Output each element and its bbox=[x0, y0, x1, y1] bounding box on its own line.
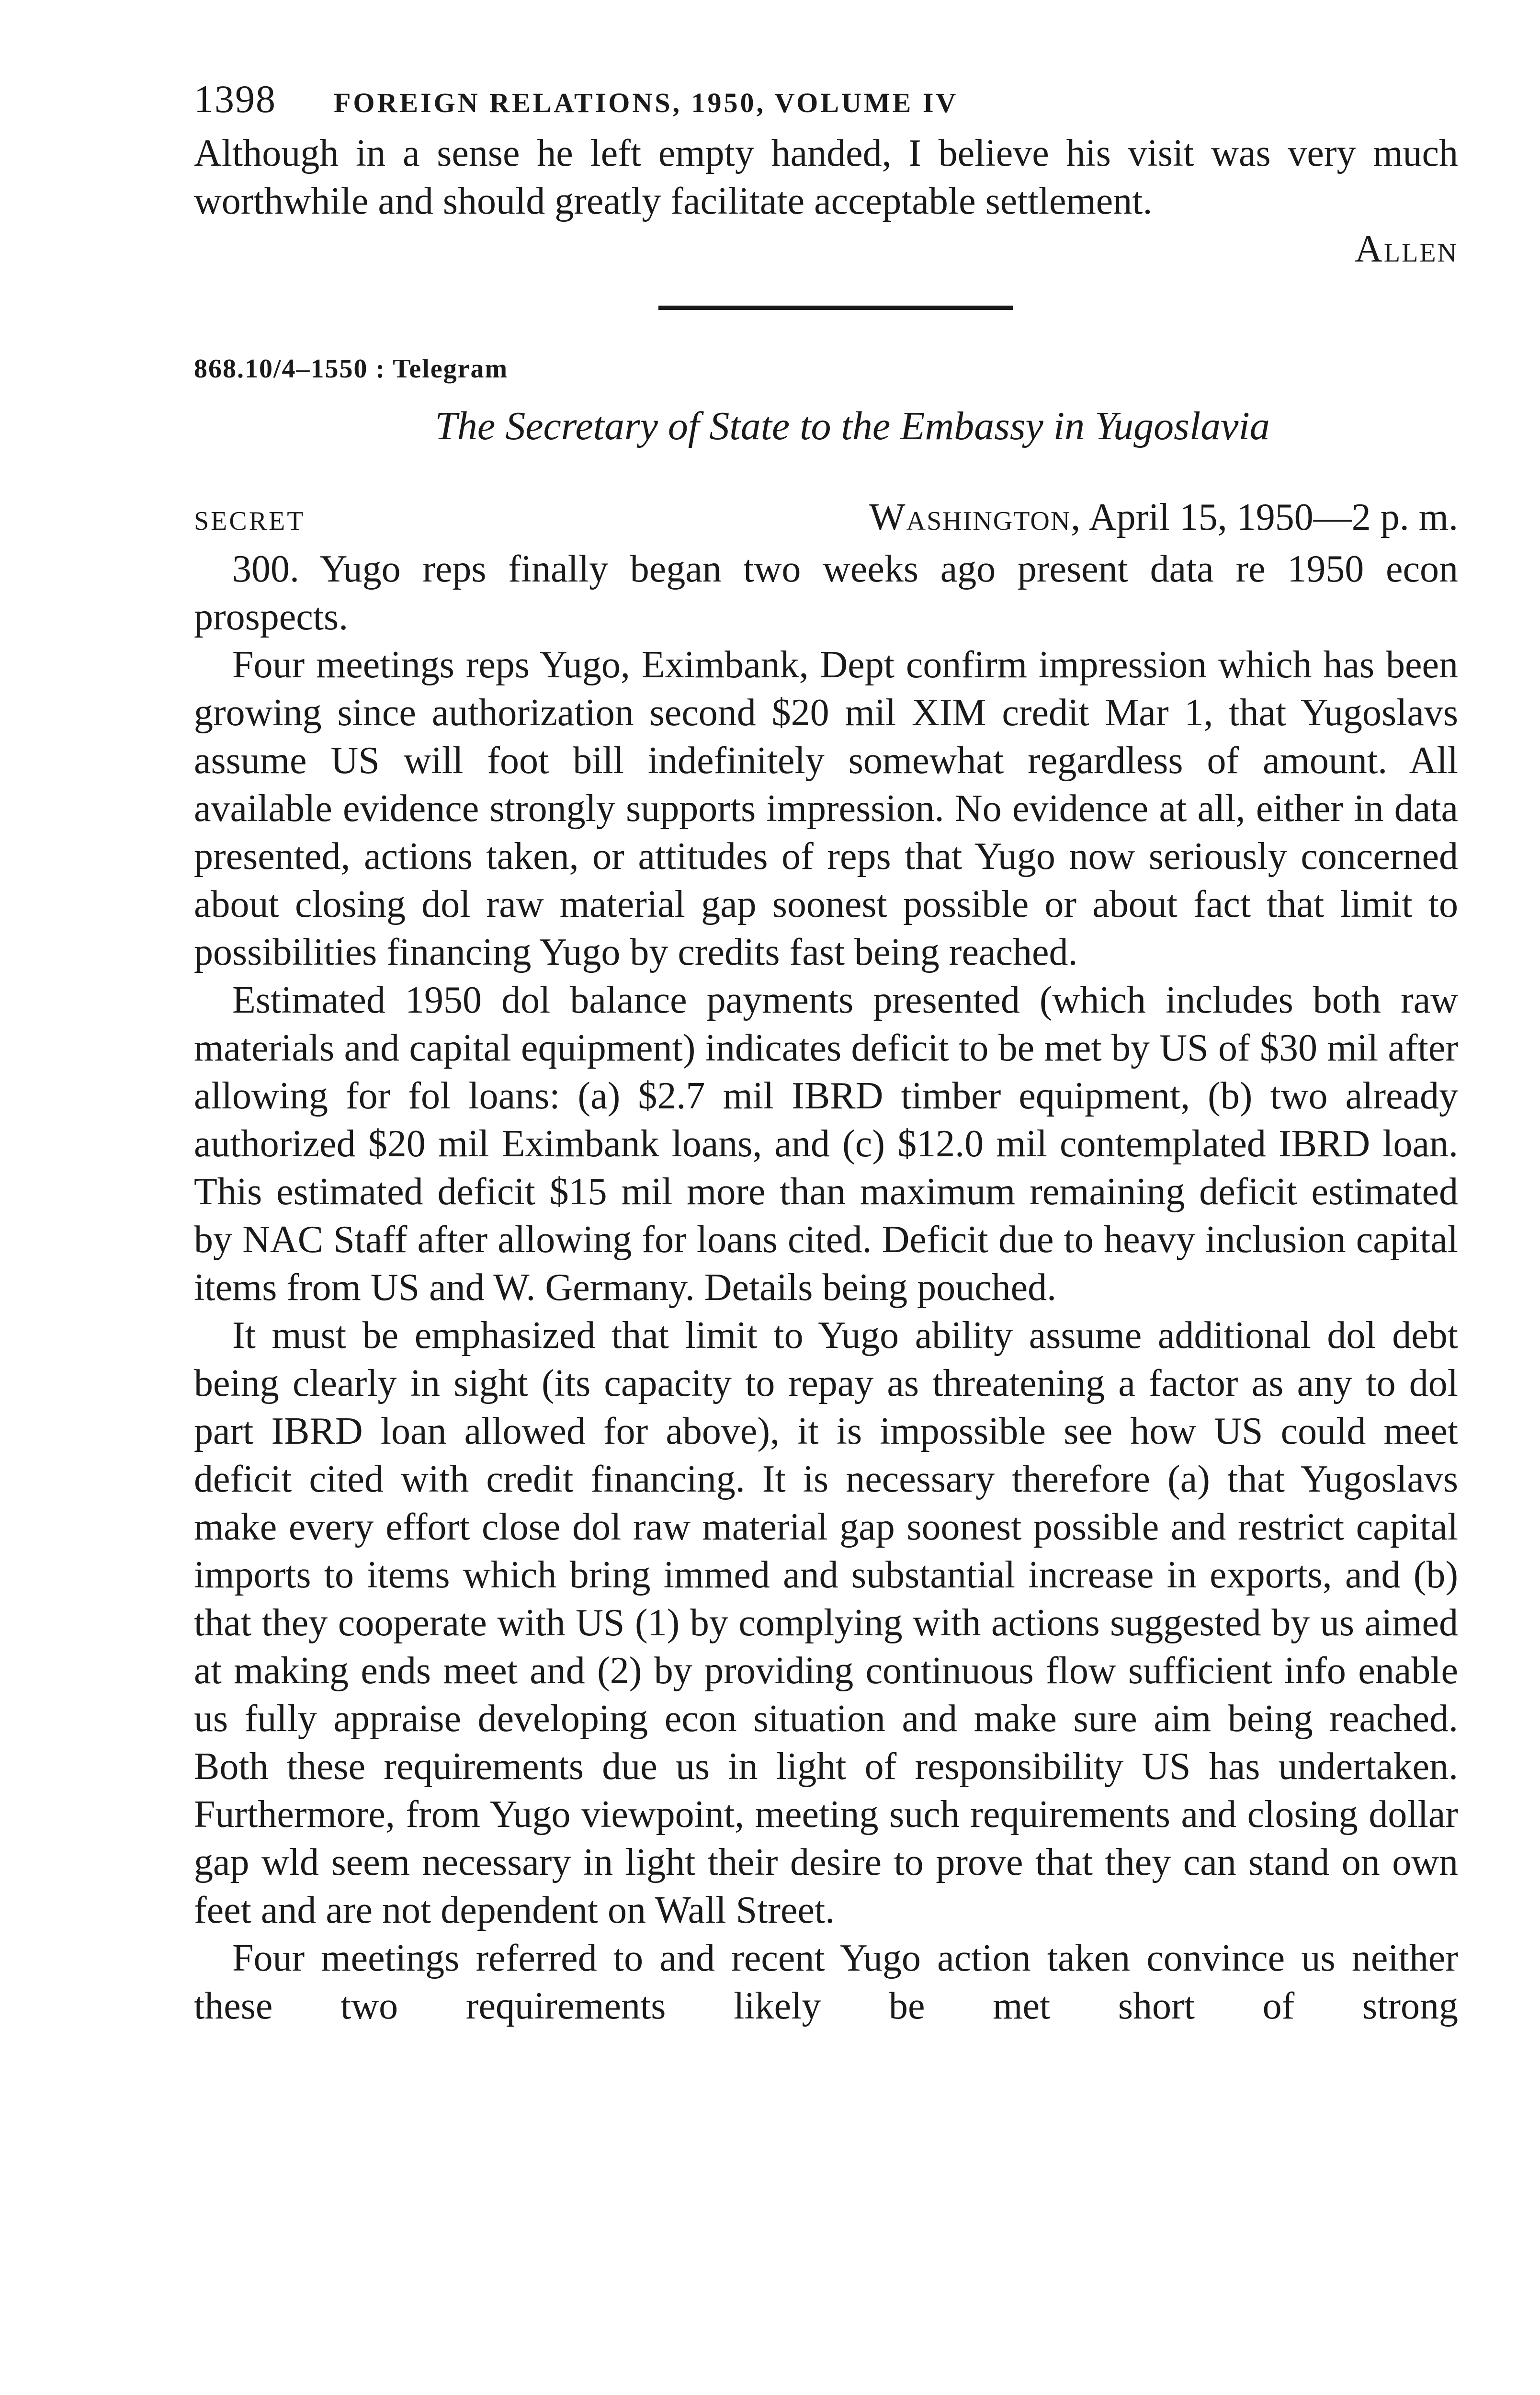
page-content bbox=[194, 77, 1458, 2030]
document-title: The Secretary of State to the Embassy in Yugoslavia bbox=[435, 404, 1270, 448]
dateline-place: Washington, bbox=[869, 496, 1082, 538]
previous-document-closing: Although in a sense he left empty handed, I believe his visit was very much worthwhile and should greatly facilitate acceptable settlement. bbox=[194, 132, 1458, 222]
divider-rule bbox=[658, 306, 1013, 310]
body-paragraph: It must be emphasized that limit to Yugo ability assume additional dol debt being clearly in sight (its capacity to repay as threatening a factor as any to dol part IBRD loan allowed for above), it is impossible see how US could meet deficit cited with credit financing. It is necessary therefore (a) that Yugoslavs make every effort close dol raw material gap soonest possible and restrict capital imports to items which bring immed and substantial increase in exports, and (b) that they cooperate with US (1) by complying with actions suggested by us aimed at making ends meet and (2) by providing continuous flow sufficient info enable us fully appraise developing econ situation and make sure aim being reached. Both these requirements due us in light of responsibility US has undertaken. Furthermore, from Yugo viewpoint, meeting such requirements and closing dollar gap wld seem necessary in light their desire to prove that they can stand on own feet and are not dependent on Wall Street. bbox=[194, 1314, 1458, 1931]
page-number: 1398 bbox=[194, 77, 276, 121]
running-head bbox=[194, 77, 1458, 129]
classification-label: SECRET bbox=[194, 506, 306, 536]
body-paragraph: 300. Yugo reps finally began two weeks ago present data re 1950 econ prospects. bbox=[194, 548, 1458, 638]
dateline-date: April 15, 1950—2 p. m. bbox=[1088, 496, 1458, 538]
running-title: FOREIGN RELATIONS, 1950, VOLUME IV bbox=[334, 87, 959, 118]
file-reference: 868.10/4–1550 : Telegram bbox=[194, 354, 509, 384]
body-paragraph: Four meetings reps Yugo, Eximbank, Dept confirm impression which has been growing since authorization second $20 mil XIM credit Mar 1, that Yugoslavs assume US will foot bill indefinitely somewhat regardless of amount. All available evidence strongly supports impression. No evidence at all, either in data presented, actions taken, or attitudes of reps that Yugo now seriously concerned about closing dol raw material gap soonest possible or about fact that limit to possibilities financing Yugo by credits fast being reached. bbox=[194, 644, 1458, 973]
dateline bbox=[869, 493, 1458, 541]
document-header-line bbox=[194, 493, 1458, 545]
body-paragraph: Four meetings referred to and recent Yugo action taken convince us neither these two requirements likely be met short of strong bbox=[194, 1937, 1458, 2027]
section-divider bbox=[194, 273, 1458, 321]
signature: Allen bbox=[1355, 228, 1458, 270]
body-paragraph: Estimated 1950 dol balance payments presented (which includes both raw materials and capital equipment) indicates deficit to be met by US of $30 mil after allowing for fol loans: (a) $2.7 mil IBRD timber equipment, (b) two already authorized $20 mil Eximbank loans, and (c) $12.0 mil contemplated IBRD loan. This estimated deficit $15 mil more than maximum remaining deficit estimated by NAC Staff after allowing for loans cited. Deficit due to heavy inclusion capital items from US and W. Germany. Details being pouched. bbox=[194, 979, 1458, 1309]
